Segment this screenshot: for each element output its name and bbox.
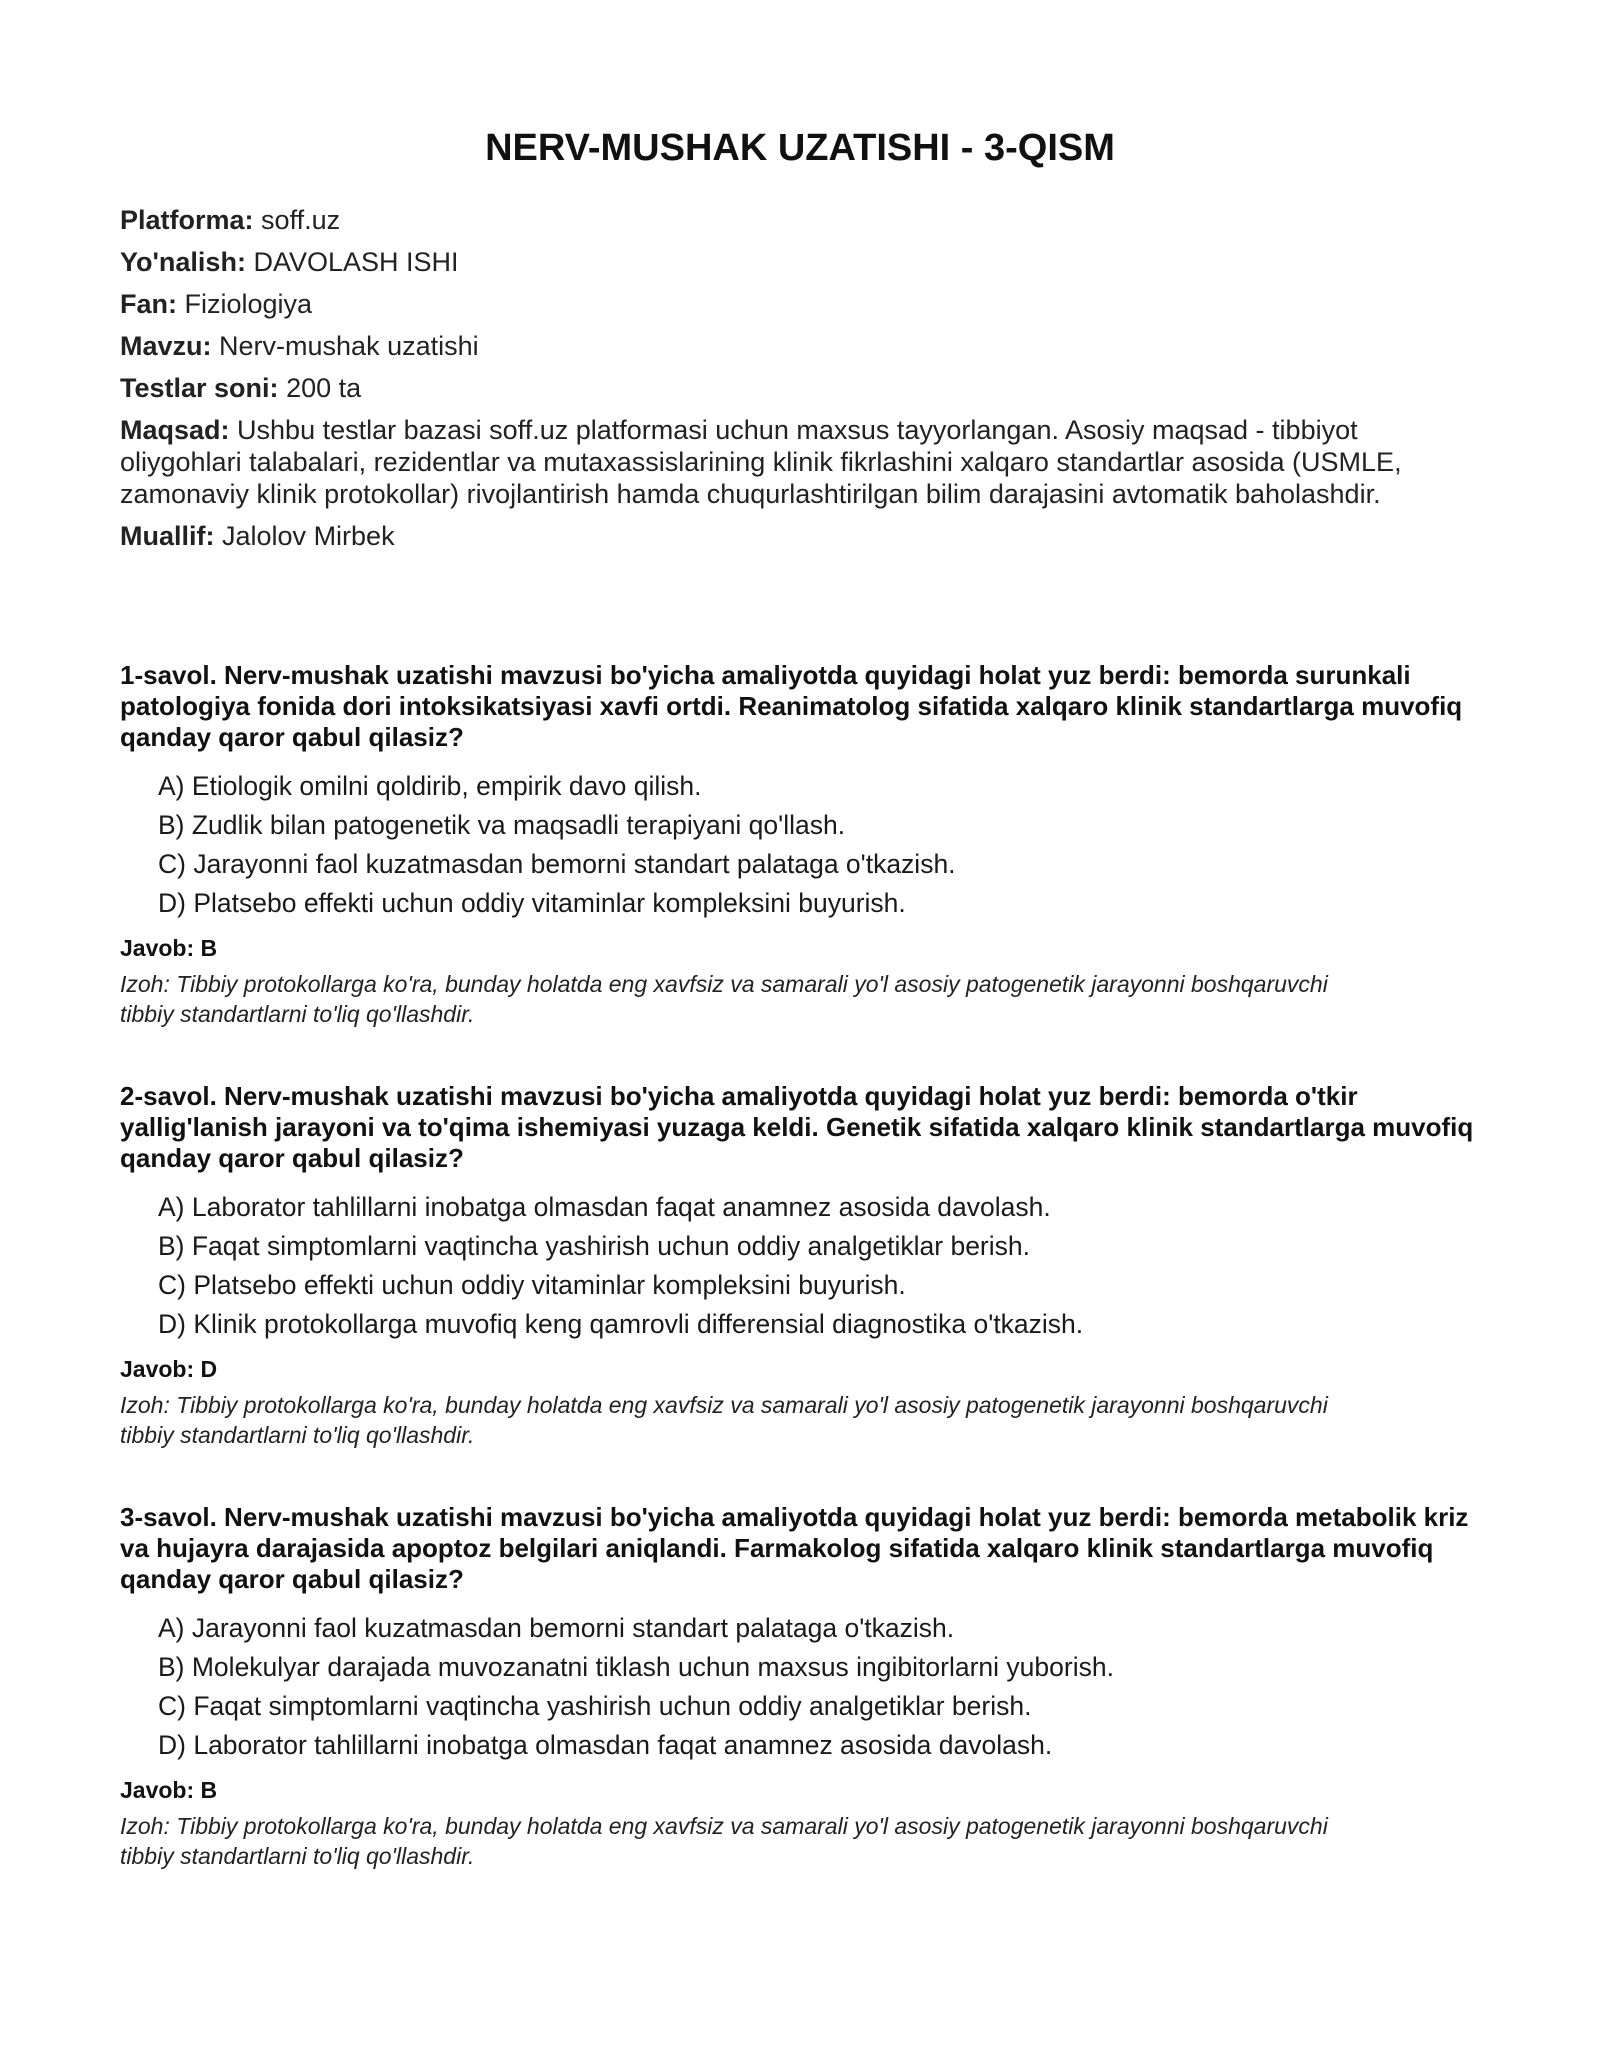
answer-label: Javob: B xyxy=(120,1777,218,1803)
meta-value: soff.uz xyxy=(261,205,341,235)
meta-value: Jalolov Mirbek xyxy=(222,521,395,551)
meta-value: DAVOLASH ISHI xyxy=(253,247,459,277)
answer-label: Javob: D xyxy=(120,1356,218,1382)
question-text: 1-savol. Nerv-mushak uzatishi mavzusi bo'yicha amaliyotda quyidagi holat yuz berdi: bemorda surunkali patologiya fonida dori intoksikatsiyasi xavfi ortdi. Reanimatolog sifatida xalqaro klinik standartlarga muvofiq qanday qaror qabul qilasiz? xyxy=(120,660,1463,752)
explanation-text: Izoh: Tibbiy protokollarga ko'ra, bunday holatda eng xavfsiz va samarali yo'l asosiy patogenetik jarayonni boshqaruvchi tibbiy standartlarni to'liq qo'llashdir. xyxy=(120,971,1328,1027)
meta-block xyxy=(120,204,1480,552)
meta-topic xyxy=(120,330,1480,362)
options-list xyxy=(120,767,1480,923)
option-a: A) Jarayonni faol kuzatmasdan bemorni standart palataga o'tkazish. xyxy=(158,1613,955,1643)
document-title: NERV-MUSHAK UZATISHI - 3-QISM xyxy=(485,127,1115,169)
option-c: C) Jarayonni faol kuzatmasdan bemorni standart palataga o'tkazish. xyxy=(158,849,956,879)
meta-label: Fan: xyxy=(120,289,177,319)
meta-value: Ushbu testlar bazasi soff.uz platformasi uchun maxsus tayyorlangan. Asosiy maqsad - tibbiyot oliygohlari talabalari, rezidentlar va mutaxassislarining klinik fikrlashini xalqaro standartlar asosida (USMLE, zamonaviy klinik protokollar) rivojlantirish hamda chuqurlashtirilgan bilim darajasini avtomatik baholashdir. xyxy=(120,415,1402,509)
answer-label: Javob: B xyxy=(120,935,218,961)
question-text: 3-savol. Nerv-mushak uzatishi mavzusi bo'yicha amaliyotda quyidagi holat yuz berdi: bemorda metabolik kriz va hujayra darajasida apoptoz belgilari aniqlandi. Farmakolog sifatida xalqaro klinik standartlarga muvofiq qanday qaror qabul qilasiz? xyxy=(120,1502,1469,1594)
option-b: B) Zudlik bilan patogenetik va maqsadli terapiyani qo'llash. xyxy=(158,810,846,840)
meta-purpose xyxy=(120,414,1480,510)
question-block xyxy=(120,660,1480,1029)
option-b: B) Faqat simptomlarni vaqtincha yashirish uchun oddiy analgetiklar berish. xyxy=(158,1231,1030,1261)
meta-value: Fiziologiya xyxy=(184,289,313,319)
question-block xyxy=(120,1502,1480,1871)
explanation-text: Izoh: Tibbiy protokollarga ko'ra, bunday holatda eng xavfsiz va samarali yo'l asosiy patogenetik jarayonni boshqaruvchi tibbiy standartlarni to'liq qo'llashdir. xyxy=(120,1813,1328,1869)
option-b: B) Molekulyar darajada muvozanatni tiklash uchun maxsus ingibitorlarni yuborish. xyxy=(158,1652,1114,1682)
meta-label: Muallif: xyxy=(120,521,215,551)
option-d: D) Klinik protokollarga muvofiq keng qamrovli differensial diagnostika o'tkazish. xyxy=(158,1309,1084,1339)
option-a: A) Etiologik omilni qoldirib, empirik davo qilish. xyxy=(158,771,702,801)
meta-label: Maqsad: xyxy=(120,415,230,445)
meta-label: Testlar soni: xyxy=(120,373,279,403)
option-d: D) Laborator tahlillarni inobatga olmasdan faqat anamnez asosida davolash. xyxy=(158,1730,1053,1760)
meta-author xyxy=(120,520,1480,552)
meta-label: Yo'nalish: xyxy=(120,247,246,277)
meta-value: 200 ta xyxy=(286,373,362,403)
question-text: 2-savol. Nerv-mushak uzatishi mavzusi bo'yicha amaliyotda quyidagi holat yuz berdi: bemorda o'tkir yallig'lanish jarayoni va to'qima ishemiyasi yuzaga keldi. Genetik sifatida xalqaro klinik standartlarga muvofiq qanday qaror qabul qilasiz? xyxy=(120,1081,1474,1173)
options-list xyxy=(120,1609,1480,1765)
option-d: D) Platsebo effekti uchun oddiy vitaminlar kompleksini buyurish. xyxy=(158,888,906,918)
meta-platform xyxy=(120,204,1480,236)
explanation-text: Izoh: Tibbiy protokollarga ko'ra, bunday holatda eng xavfsiz va samarali yo'l asosiy patogenetik jarayonni boshqaruvchi tibbiy standartlarni to'liq qo'llashdir. xyxy=(120,1392,1328,1448)
meta-test-count xyxy=(120,372,1480,404)
option-c: C) Platsebo effekti uchun oddiy vitaminlar kompleksini buyurish. xyxy=(158,1270,906,1300)
meta-value: Nerv-mushak uzatishi xyxy=(219,331,479,361)
meta-subject xyxy=(120,288,1480,320)
meta-label: Mavzu: xyxy=(120,331,212,361)
meta-label: Platforma: xyxy=(120,205,254,235)
option-c: C) Faqat simptomlarni vaqtincha yashirish uchun oddiy analgetiklar berish. xyxy=(158,1691,1032,1721)
question-block xyxy=(120,1081,1480,1450)
option-a: A) Laborator tahlillarni inobatga olmasdan faqat anamnez asosida davolash. xyxy=(158,1192,1051,1222)
options-list xyxy=(120,1188,1480,1344)
meta-direction xyxy=(120,246,1480,278)
document-page xyxy=(120,120,1480,1923)
